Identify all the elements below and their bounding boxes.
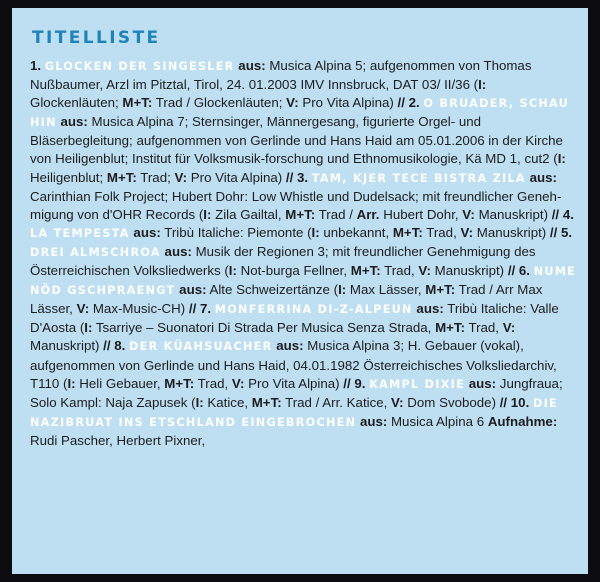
track-list (30, 57, 578, 450)
credit-label: // (343, 375, 351, 391)
track-title: LA TEMPESTA (30, 226, 130, 240)
credit-text: Pro Vita Alpina) (298, 95, 398, 111)
credit-text: Katice, (203, 394, 252, 410)
track-title: KAMPL DIXIE (369, 377, 466, 391)
track-title: DER KÜAHSUACHER (129, 340, 273, 354)
credit-label: aus: (468, 375, 497, 391)
credit-label: M+T: (251, 394, 282, 410)
credit-text: Rudi Pascher, Herbert Pixner, (30, 432, 206, 448)
credit-text: Heiligenblut; (30, 169, 107, 185)
track-title: GLOCKEN DER SINGESLER (44, 60, 235, 73)
credit-text: Hubert Dohr, (379, 206, 463, 222)
track-number: 8. (114, 338, 126, 354)
credit-text: Musica Alpina 5; aufgenommen von Thomas Nußbaumer, Arzl im Pitztal, Tirol, 24. 01.2003 IMV Innsbruck, DAT 03/ II/36 ( (30, 58, 532, 93)
credit-label: M+T: (106, 169, 137, 185)
track-number: 10. (510, 394, 530, 410)
credit-text: Manuskript) (30, 338, 104, 354)
credit-text: Max Lässer, (346, 282, 426, 298)
credit-text: Musica Alpina 6 (387, 413, 488, 429)
credit-label: aus: (164, 243, 192, 259)
credit-text: Dom Svobode) (403, 394, 500, 410)
credit-label: aus: (276, 338, 304, 354)
credit-text: Trad, (194, 375, 232, 391)
credit-text: Pro Vita Alpina) (244, 375, 344, 391)
track-number: 3. (296, 169, 309, 185)
credit-text: Carinthian Folk Project; Hubert Dohr: Low Whistle und Dudelsack; mit freundlicher Geneh-migung von d'OHR Records ( (30, 188, 562, 222)
track-title: DREI ALMSCHROA (30, 245, 161, 259)
credit-label: V: (286, 95, 299, 111)
track-number: 9. (354, 375, 366, 391)
credit-text: Tribù Italiche: Valle D'Aosta ( (30, 301, 559, 336)
credit-label: // (397, 95, 405, 111)
credit-label: I: (557, 151, 566, 167)
credit-label: V: (231, 375, 245, 391)
credit-text: Jungfraua; Solo Kampl: Naja Zapusek ( (30, 375, 563, 410)
credit-label: Arr. (356, 206, 380, 222)
credit-text: Trad / (315, 206, 357, 222)
track-number: 1. (30, 58, 42, 73)
credit-label: aus: (133, 224, 161, 240)
credit-label: Aufnahme: (487, 413, 558, 429)
credit-text: Heli Gebauer, (75, 375, 165, 391)
credit-label: aus: (179, 282, 207, 298)
credit-text: Trad; (136, 169, 175, 185)
credit-label: V: (174, 169, 188, 185)
credit-text: Max-Music-CH) (89, 301, 189, 317)
page-title: TITELLISTE (32, 28, 161, 48)
credit-label: I: (228, 263, 237, 279)
credit-label: V: (502, 320, 516, 336)
credit-text: Trad, (422, 224, 461, 240)
credit-label: // (551, 206, 560, 222)
credit-text: Musica Alpina 7; Sternsinger, Männergesang, figurierte Orgel- und Bläserbegleitung; aufgenommen von Gerlinde und Hans Haid am 05.01.2006 in der Kirche von Heiligenblut; Institut für Volksmusik-forschung und Ethnomusikologie, Kä MD 1, cut2 ( (30, 114, 563, 167)
credit-text: Pro Vita Alpina) (187, 169, 286, 185)
credit-text: Zila Gailtal, (211, 206, 286, 222)
credit-label: aus: (529, 169, 557, 185)
credit-label: I: (311, 224, 320, 240)
credit-label: V: (391, 394, 404, 410)
credit-label: I: (478, 77, 487, 93)
track-title: O BRUADER, SCHAU HIN (30, 97, 570, 130)
credit-label: M+T: (285, 206, 316, 222)
credit-label: // (103, 338, 111, 354)
track-title: DIE NAZIBRUAT INS ETSCHLAND EINGEBROCHEN (30, 396, 558, 429)
credit-text: Manuskript) (474, 206, 552, 222)
credit-label: V: (76, 301, 90, 317)
credit-text: Tribù Italiche: Piemonte ( (160, 224, 312, 240)
credit-text: Trad / Arr Max Lässer, (30, 282, 543, 317)
credit-text: Musica Alpina 3; H. Gebauer (vokal), aufgenommen von Gerlinde und Hans Haid, 04.01.1982 Österreichisches Volksliedarchiv, T110 ( (30, 338, 557, 391)
credit-label: M+T: (122, 95, 153, 111)
credit-label: I: (195, 394, 204, 410)
credit-text: Musik der Regionen 3; mit freundlicher Genehmigung des Österreichischen Volksliedwerks ( (30, 243, 536, 279)
credit-label: // (188, 301, 197, 317)
booklet-page (12, 8, 588, 574)
track-number: 4. (562, 206, 574, 222)
credit-text: Manuskript) (430, 263, 508, 279)
track-number: 5. (561, 224, 573, 240)
credit-text: Trad / Glockenläuten; (152, 95, 287, 111)
credit-text: Trad / Arr. Katice, (281, 394, 392, 410)
credit-text: Not-burga Fellner, (236, 263, 351, 279)
track-title: TAM, KJER TECE BISTRA ZILA (311, 171, 526, 185)
credit-label: M+T: (350, 263, 381, 279)
credit-label: M+T: (392, 224, 423, 240)
credit-text: Trad, (380, 263, 419, 279)
track-number: 6. (518, 263, 530, 279)
track-number: 2. (408, 95, 420, 111)
credit-label: aus: (359, 413, 388, 429)
credit-label: aus: (238, 58, 266, 73)
credit-label: V: (418, 263, 431, 279)
credit-text: unbekannt, (319, 224, 393, 240)
track-title: MONFERRINA DI-Z-ALPEUN (214, 303, 413, 317)
credit-label: V: (460, 224, 474, 240)
credit-label: M+T: (425, 282, 456, 298)
credit-label: I: (67, 375, 76, 391)
credit-label: M+T: (435, 320, 465, 336)
credit-text: Trad, (465, 320, 503, 336)
track-number: 7. (199, 301, 212, 317)
credit-label: M+T: (164, 375, 195, 391)
credit-text: Manuskript) (473, 224, 550, 240)
credit-label: // (507, 263, 516, 279)
credit-text: Glockenläuten; (30, 95, 123, 111)
credit-text: Tsarriye – Suonatori Di Strada Per Musica Senza Strada, (92, 320, 436, 336)
credit-label: // (285, 169, 294, 185)
track-title: NUME NÖD GSCHPRAENGT (30, 265, 577, 298)
credit-label: I: (338, 282, 347, 298)
credit-text: Alte Schweizertänze ( (206, 282, 339, 298)
credit-label: V: (462, 206, 475, 222)
credit-label: aus: (416, 301, 444, 317)
credit-label: // (549, 224, 558, 240)
credit-label: aus: (60, 114, 88, 130)
credit-label: // (499, 394, 508, 410)
credit-label: I: (84, 320, 93, 336)
credit-label: I: (203, 206, 212, 222)
